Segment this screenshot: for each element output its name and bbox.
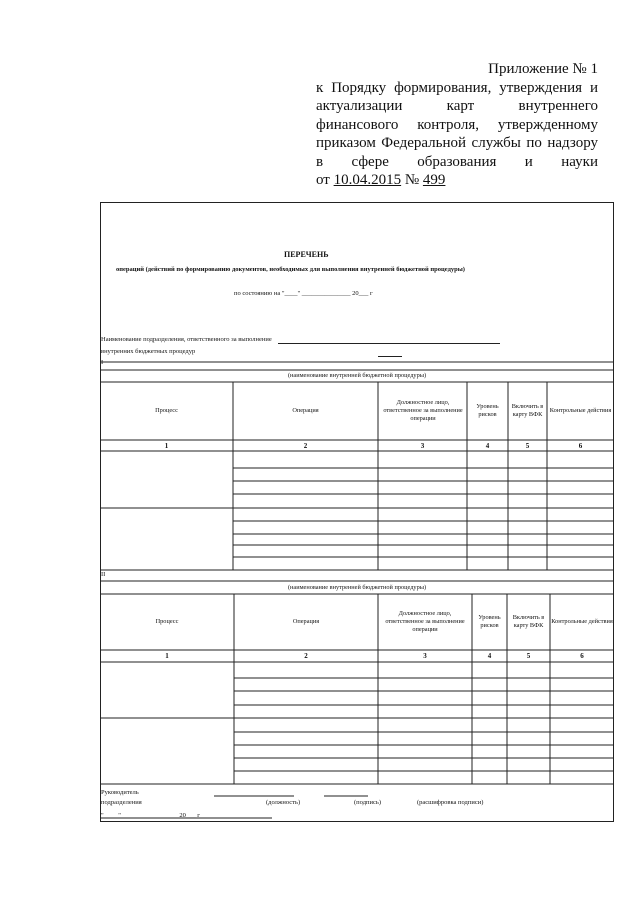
col-number-1-s2: 1 [165,652,169,660]
signature-head-line-1: Руководитель [101,789,139,796]
col-operation-header-2: Операция [292,618,320,625]
col-include-header: Включить в карту ВФК [511,403,544,418]
col-control-header: Контрольные действия [549,407,612,414]
col-process-header-2: Процесс [155,618,179,625]
col-number-3: 3 [420,441,425,450]
header-line-5: в сфере образования и науки [316,153,598,170]
col-number-4: 4 [485,441,490,450]
date-prefix: от [316,172,330,188]
number-prefix: № [404,172,420,188]
order-date: 10.04.2015 [333,172,402,188]
order-number: 499 [422,172,446,188]
header-line-4: приказом Федеральной службы по надзору [316,135,598,151]
col-number-1: 1 [164,441,169,450]
col-control-header-2: Контрольные действия [551,618,613,625]
col-risk-header-2: Уровень рисков [478,614,501,629]
col-process-header: Процесс [155,407,178,414]
signature-head-line-2: подразделения [101,799,142,806]
unit-label-line-2: внутренних бюджетных процедур [101,348,196,355]
form-title: ПЕРЕЧЕНЬ [284,250,329,259]
col-number-2-s2: 2 [304,652,308,660]
col-number-4-s2: 4 [487,652,492,660]
col-risk-header: Уровень рисков [476,403,499,418]
procedure-caption-2: (наименование внутренней бюджетной процедуры) [287,583,427,591]
col-number-6: 6 [578,441,583,450]
col-number-6-s2: 6 [580,652,584,660]
signature-position: (должность) [266,799,301,806]
col-responsible-header-2: Должностное лицо, ответственное за выполнение операции [385,610,465,633]
signature-decode: (расшифровка подписи) [417,799,484,806]
section-2-label: II [101,571,106,578]
col-number-5: 5 [525,441,530,450]
header-line-3: финансового контроля, утвержденному [316,116,598,133]
as-of-date: по состоянию на "____" _______________ 20___ г [234,290,373,297]
signature-sign: (подпись) [354,799,381,806]
signature-date: " " 20___ г [101,812,200,819]
col-number-2: 2 [303,441,308,450]
form-subtitle: операций (действий по формированию документов, необходимых для выполнения внутренней бюджетной процедуры) [116,266,465,273]
col-responsible-header: Должностное лицо, ответственное за выполнение операции [383,399,463,422]
col-number-5-s2: 5 [526,652,531,660]
procedure-caption-1: (наименование внутренней бюджетной процедуры) [287,372,427,379]
col-include-header-2: Включить в карту ВФК [512,614,545,629]
col-number-3-s2: 3 [423,652,427,660]
col-operation-header: Операция [292,407,319,414]
header-line-2: актуализации карт внутреннего [316,98,598,114]
unit-label-line-1: Наименование подразделения, ответственного за выполнение [101,336,272,343]
header-line-1: к Порядку формирования, утверждения и [316,79,598,96]
section-1-label: I [101,359,104,366]
appendix-number: Приложение № 1 [488,61,598,77]
